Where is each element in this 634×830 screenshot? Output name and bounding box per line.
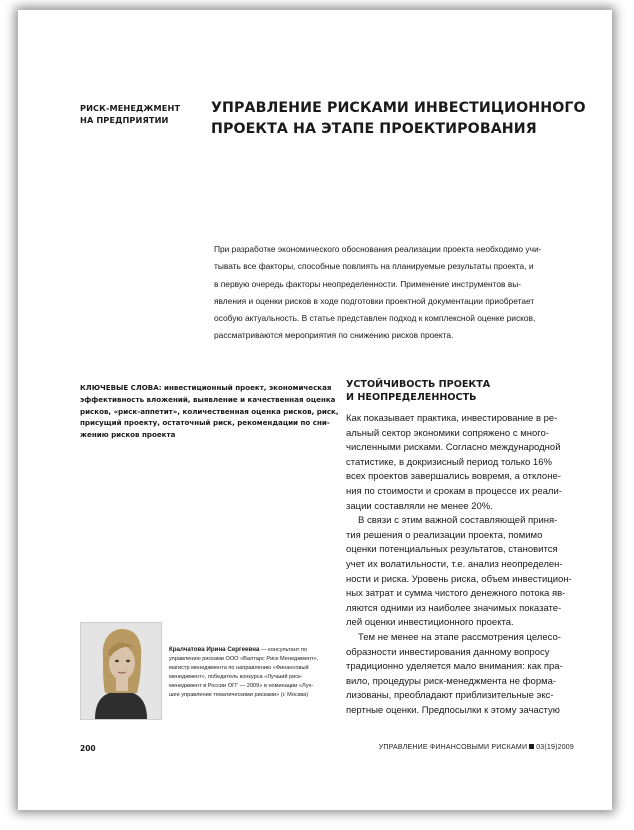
journal-issue: 03(19)2009 [536, 744, 574, 751]
title-line: УПРАВЛЕНИЕ РИСКАМИ ИНВЕСТИЦИОННОГО [211, 100, 586, 116]
author-bio [169, 646, 329, 699]
body-line: лизованы, преобладают приблизительные экс- [346, 690, 554, 702]
body-line: лей оценки инвестиционного проекта. [346, 617, 514, 629]
abstract-line: рассматриваются мероприятия по снижению рисков проекта. [214, 330, 454, 341]
keywords-line: присущий проекту, остаточный риск, рекомендации по сни- [80, 418, 330, 428]
keywords-line: эффективность вложений, выявление и качественная оценка [80, 394, 336, 404]
article-title [211, 98, 611, 140]
author-bio-line: менеджмент», победитель конкурса «Лучший риск- [169, 673, 303, 680]
body-line: образности инвестирования данному вопросу [346, 646, 550, 658]
abstract-line: в первую очередь факторы неопределенности. Применение инструментов вы- [214, 278, 522, 289]
body-line: ляются одними из наиболее значимых показате- [346, 602, 562, 614]
body-line: вило, процедуры риск-менеджмента не форма- [346, 675, 557, 687]
abstract-line: явления и оценки рисков в ходе подготовки проектной документации приобретает [214, 295, 535, 306]
article-abstract [214, 241, 586, 345]
keywords-line: рисков, «риск-аппетит», количественная оценка рисков, риск, [80, 406, 339, 416]
body-line: Тем не менее на этапе рассмотрения целесо- [358, 631, 561, 643]
body-line: оценки потенциальных результатов, становится [346, 544, 558, 556]
journal-name: УПРАВЛЕНИЕ ФИНАНСОВЫМИ РИСКАМИ [378, 744, 528, 751]
rubric-label [80, 102, 200, 126]
section-heading-line: УСТОЙЧИВОСТЬ ПРОЕКТА [346, 379, 491, 390]
body-line: всех проектов завершались вовремя, а отклоне- [346, 471, 561, 483]
running-footer [379, 744, 574, 751]
author-name: Кралчатова Ирина Сергеевна [169, 646, 260, 653]
keywords-line: КЛЮЧЕВЫЕ СЛОВА: инвестиционный проект, экономическая [80, 383, 332, 392]
body-line: ния по стоимости и срокам в процессе их реали- [346, 485, 562, 497]
magazine-page [18, 10, 612, 810]
section-heading-line: И НЕОПРЕДЕЛЕННОСТЬ [346, 392, 477, 403]
body-line: традиционно уделяется мало внимания: как пра- [346, 661, 563, 673]
body-line: тия решения о реализации проекта, помимо [346, 529, 543, 541]
author-bio-text: — консультант по [259, 647, 308, 653]
author-bio-line: шее управление тематическими рисками» (г. Москва) [169, 691, 309, 698]
author-portrait-icon [81, 623, 161, 719]
abstract-line: При разработке экономического обоснования реализации проекта необходимо учи- [214, 244, 542, 254]
author-bio-line [169, 646, 329, 655]
body-text-column [346, 412, 596, 718]
keywords-block [80, 382, 339, 441]
title-line: ПРОЕКТА НА ЭТАПЕ ПРОЕКТИРОВАНИЯ [211, 121, 537, 137]
author-bio-line: менеджмент в России ОГГ — 2009» в номинации «Луч- [169, 682, 314, 689]
abstract-line: особую актуальность. В статье представлен подход к комплексной оценке рисков, [214, 313, 536, 324]
abstract-line: тывать все факторы, способные повлиять на планируемые результаты проекта, и [214, 261, 534, 272]
body-line: пертные оценки. Предпосылки к этому зачастую [346, 704, 560, 716]
rubric-line: РИСК-МЕНЕДЖМЕНТ [80, 103, 181, 113]
body-line: ности и риска. Уровень риска, объем инвестицион- [346, 573, 572, 585]
rubric-line: НА ПРЕДПРИЯТИИ [80, 115, 169, 125]
author-bio-line: управлению рисками ООО «Валтарс Риск Менеджмент», [169, 655, 319, 662]
keywords-line: жению рисков проекта [80, 430, 176, 440]
author-bio-line: магистр менеджмента по направлению «Финансовый [169, 664, 309, 671]
body-line: учет их волатильности, т.е. анализ неопределен- [346, 558, 563, 570]
body-line: зации составляли не менее 20%. [346, 500, 493, 512]
page-number: 200 [80, 744, 96, 753]
body-line: численными рисками. Согласно международной [346, 442, 561, 454]
body-line: статистике, в докризисный период только 16% [346, 456, 552, 468]
body-line: В связи с этим важной составляющей приня- [358, 515, 558, 527]
body-line: ных затрат и сумма чистого денежного потока яв- [346, 588, 566, 600]
section-heading [346, 378, 596, 404]
author-photo [80, 622, 162, 720]
body-line: Как показывает практика, инвестирование в ре- [346, 413, 558, 424]
square-bullet-icon [529, 744, 534, 749]
body-line: альный сектор экономики сопряжено с много- [346, 427, 549, 439]
